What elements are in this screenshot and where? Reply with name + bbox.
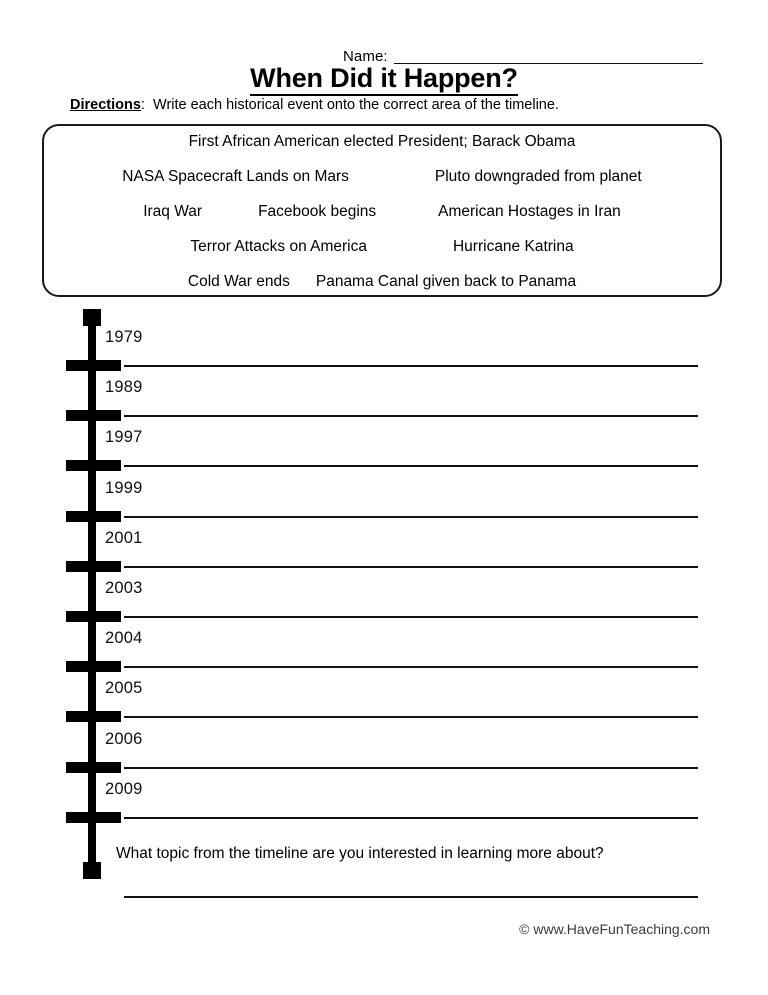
timeline-spine: [88, 317, 96, 870]
directions-label: Directions: [70, 97, 141, 113]
timeline-answer-line[interactable]: [124, 415, 698, 417]
timeline-answer-line[interactable]: [124, 817, 698, 819]
reflection-question: What topic from the timeline are you interested in learning more about?: [116, 845, 604, 862]
timeline-tick-mark: [66, 812, 121, 823]
word-bank-item[interactable]: Facebook begins: [258, 203, 377, 220]
page-title: [0, 63, 768, 94]
word-bank-item[interactable]: Cold War ends: [187, 273, 290, 290]
timeline-year-label: 2005: [105, 679, 143, 698]
timeline-tick-mark: [66, 410, 121, 421]
word-bank-item[interactable]: Iraq War: [143, 203, 203, 220]
word-bank-item[interactable]: Pluto downgraded from planet: [434, 168, 642, 185]
timeline-tick-mark: [66, 360, 121, 371]
timeline-top-cap-icon: [83, 309, 101, 326]
word-bank-row: [44, 168, 720, 186]
directions-separator: :: [140, 97, 145, 113]
timeline-tick-mark: [66, 611, 121, 622]
timeline-tick-mark: [66, 561, 121, 572]
word-bank-item[interactable]: American Hostages in Iran: [438, 203, 621, 220]
word-bank-box: [42, 124, 722, 297]
timeline-year-label: 1979: [105, 328, 143, 346]
timeline-year-label: 2006: [105, 729, 143, 748]
timeline-answer-line[interactable]: [124, 666, 698, 668]
timeline-answer-line[interactable]: [124, 616, 698, 618]
directions-text: Write each historical event onto the correct area of the timeline.: [153, 97, 559, 113]
footer-copyright: © www.HaveFunTeaching.com: [519, 921, 710, 937]
timeline-tick-mark: [66, 711, 121, 722]
timeline-year-label: 2009: [105, 779, 143, 798]
word-bank-item[interactable]: Panama Canal given back to Panama: [315, 273, 577, 290]
timeline-tick-mark: [66, 511, 121, 522]
timeline-bottom-cap-icon: [83, 862, 101, 879]
timeline-year-label: 2001: [105, 528, 143, 547]
timeline-year-label: 2003: [105, 579, 143, 597]
spacer: [376, 203, 438, 221]
spacer: [349, 168, 435, 186]
word-bank-item[interactable]: First African American elected President; Barack Obama: [188, 133, 576, 150]
word-bank-row: [44, 133, 720, 151]
timeline-answer-line[interactable]: [124, 566, 698, 568]
timeline-year-label: 2004: [105, 629, 143, 648]
timeline-answer-line[interactable]: [124, 465, 698, 467]
spacer: [202, 203, 258, 221]
timeline-answer-line[interactable]: [124, 365, 698, 367]
reflection-answer-line[interactable]: [124, 896, 698, 898]
directions: [70, 97, 559, 113]
timeline-year-label: 1989: [105, 378, 143, 397]
word-bank-item[interactable]: NASA Spacecraft Lands on Mars: [122, 168, 349, 185]
word-bank-item[interactable]: Hurricane Katrina: [452, 238, 574, 255]
word-bank-row: [44, 203, 720, 221]
name-label: Name:: [343, 48, 388, 65]
timeline-answer-line[interactable]: [124, 767, 698, 769]
timeline-tick-mark: [66, 762, 121, 773]
word-bank-row: [44, 273, 720, 291]
timeline-year-label: 1997: [105, 428, 143, 447]
word-bank-row: [44, 238, 720, 256]
page-title-text: When Did it Happen?: [250, 63, 518, 96]
timeline-answer-line[interactable]: [124, 716, 698, 718]
timeline-year-label: 1999: [105, 478, 143, 497]
spacer: [290, 273, 316, 291]
word-bank-item[interactable]: Terror Attacks on America: [190, 238, 367, 255]
spacer: [367, 238, 453, 256]
timeline-tick-mark: [66, 460, 121, 471]
timeline-tick-mark: [66, 661, 121, 672]
timeline-answer-line[interactable]: [124, 516, 698, 518]
